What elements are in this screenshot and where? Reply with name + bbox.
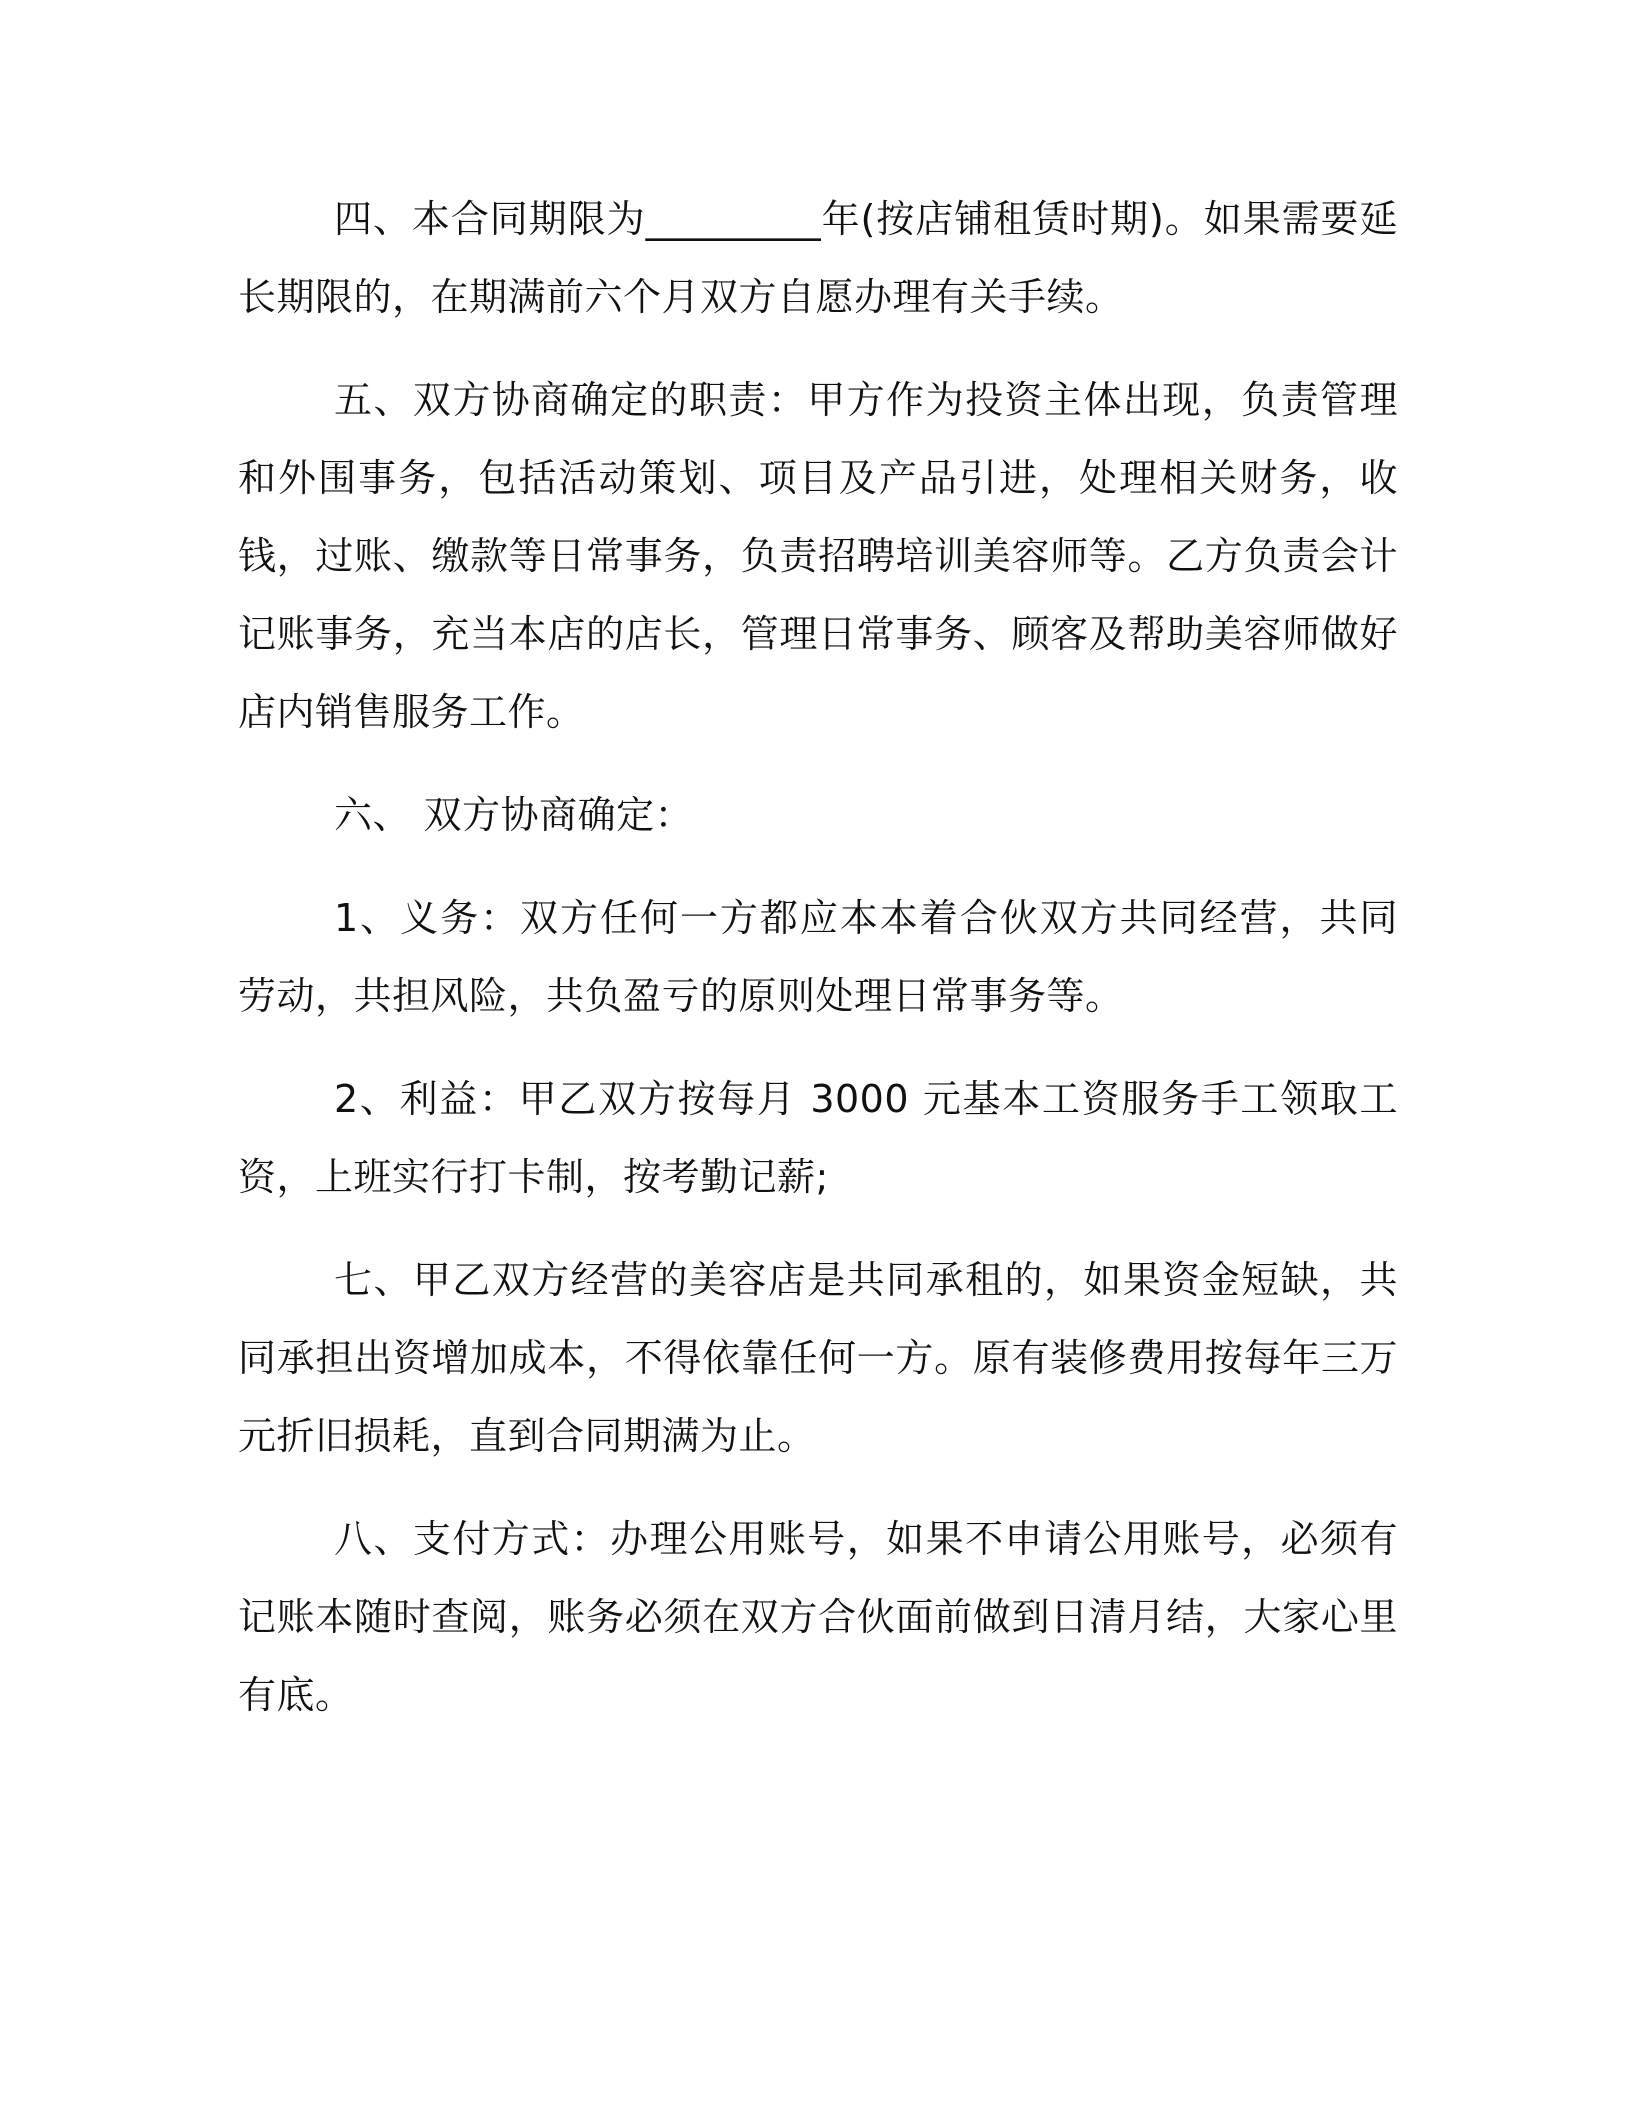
clause-six-item-2: 2、利益：甲乙双方按每月 3000 元基本工资服务手工领取工资，上班实行打卡制，按考勤记薪;: [238, 1077, 1398, 1199]
clause-six-heading: 六、 双方协商确定：: [334, 793, 694, 837]
clause-four: 四、本合同期限为_________年(按店铺租赁时期)。如果需要延长期限的，在期满前六个月双方自愿办理有关手续。: [238, 197, 1398, 319]
clause-five: 五、双方协商确定的职责：甲方作为投资主体出现，负责管理和外围事务，包括活动策划、项目及产品引进，处理相关财务，收钱，过账、缴款等日常事务，负责招聘培训美容师等。乙方负责会计记账事务，充当本店的店长，管理日常事务、顾客及帮助美容师做好店内销售服务工作。: [238, 378, 1398, 734]
clause-eight: 八、支付方式：办理公用账号，如果不申请公用账号，必须有记账本随时查阅，账务必须在双方合伙面前做到日清月结，大家心里有底。: [238, 1517, 1398, 1717]
document-body: [238, 180, 1398, 1759]
clause-seven: 七、甲乙双方经营的美容店是共同承租的，如果资金短缺，共同承担出资增加成本，不得依靠任何一方。原有装修费用按每年三万元折旧损耗，直到合同期满为止。: [238, 1258, 1398, 1458]
clause-six-item-1: 1、义务：双方任何一方都应本本着合伙双方共同经营，共同劳动，共担风险，共负盈亏的原则处理日常事务等。: [238, 896, 1398, 1018]
